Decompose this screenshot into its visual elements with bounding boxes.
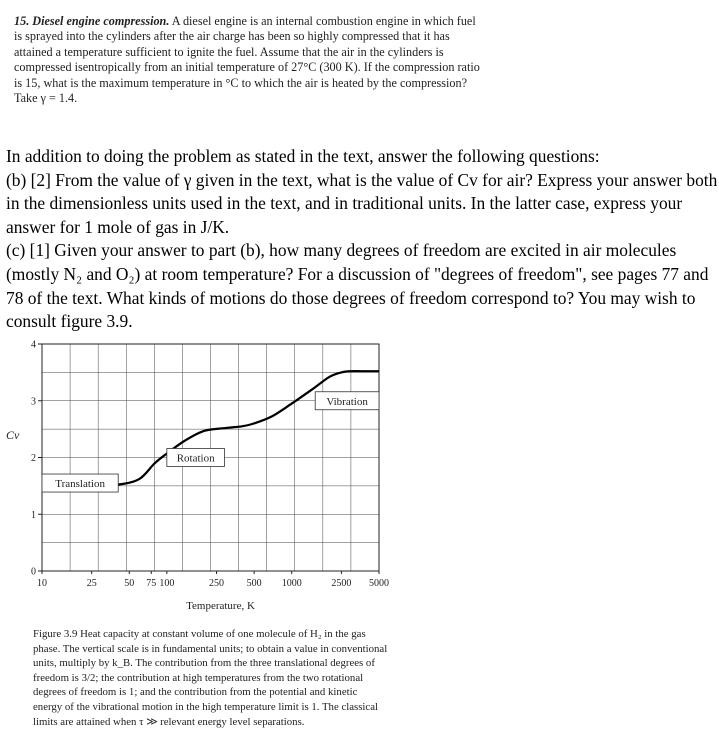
caption-label: Figure 3.9 xyxy=(33,628,78,640)
y-tick-label: 2 xyxy=(31,453,36,464)
question-c: (c) [1] Given your answer to part (b), how many degrees of freedom are excited in air molecules (mostly N₂ and O₂) at room temperature? For a discussion of "degrees of freedom", see pages 77 and 78 of the text. What kinds of motions do those degrees of freedom correspond to? You may wish to consult figure 3.9. xyxy=(6,240,709,332)
y-tick-label: 0 xyxy=(31,566,36,578)
scanned-problem xyxy=(14,14,480,106)
heat-capacity-chart xyxy=(0,330,400,620)
problem-number: 15. xyxy=(14,14,30,28)
x-tick-label: 25 xyxy=(86,578,97,589)
assignment-questions xyxy=(6,145,718,334)
x-axis-label: Temperature, K xyxy=(186,600,255,612)
annotation-label: Translation xyxy=(55,478,105,491)
x-tick-label: 250 xyxy=(209,578,225,589)
figure-caption xyxy=(33,627,389,729)
problem-title: Diesel engine compression. xyxy=(32,14,170,28)
x-tick-label: 50 xyxy=(124,578,135,589)
x-tick-label: 2500 xyxy=(331,578,352,589)
caption-text: Heat capacity at constant volume of one molecule of H₂ in the gas phase. The vertical scale is in fundamental units; to obtain a value in conventional units, multiply by k_B. The contribution from the three translational degrees of freedom is 3/2; the contribution at high temperatures from the two rotational degrees of freedom is 1; and the contribution from the potential and kinetic energy of the vibrational motion in the high temperature limit is 1. The classical limits are attained when τ ≫ relevant energy level separations. xyxy=(33,628,388,728)
y-tick-label: 1 xyxy=(31,509,36,521)
x-tick-label: 75 xyxy=(146,578,157,589)
annotation-label: Vibration xyxy=(326,395,368,408)
x-tick-label: 5000 xyxy=(369,578,389,589)
x-tick-label: 500 xyxy=(246,578,262,589)
x-tick-label: 1000 xyxy=(281,578,302,589)
x-tick-label: 100 xyxy=(159,578,175,589)
question-b: (b) [2] From the value of γ given in the text, what is the value of Cv for air? Express your answer both in the dimensionless units used in the text, and in traditional units. In the latter case, express your answer for 1 mole of gas in J/K. xyxy=(6,169,718,237)
annotation-label: Rotation xyxy=(176,452,215,465)
y-tick-label: 4 xyxy=(31,339,36,351)
questions-intro: In addition to doing the problem as stated in the text, answer the following questions: xyxy=(6,146,600,166)
x-tick-label: 10 xyxy=(37,578,47,589)
problem-body: A diesel engine is an internal combustion engine in which fuel is sprayed into the cylinders after the air charge has been so highly compressed that it has attained a temperature sufficient to ignite the fuel. Assume that the air in the cylinders is compressed isentropically from an initial temperature of 27°C (300 K). If the compression ratio is 15, what is the maximum temperature in °C to which the air is heated by the compression? Take γ = 1.4. xyxy=(14,14,480,106)
y-axis-label-text: Cv xyxy=(6,428,20,442)
y-tick-label: 3 xyxy=(31,396,36,408)
